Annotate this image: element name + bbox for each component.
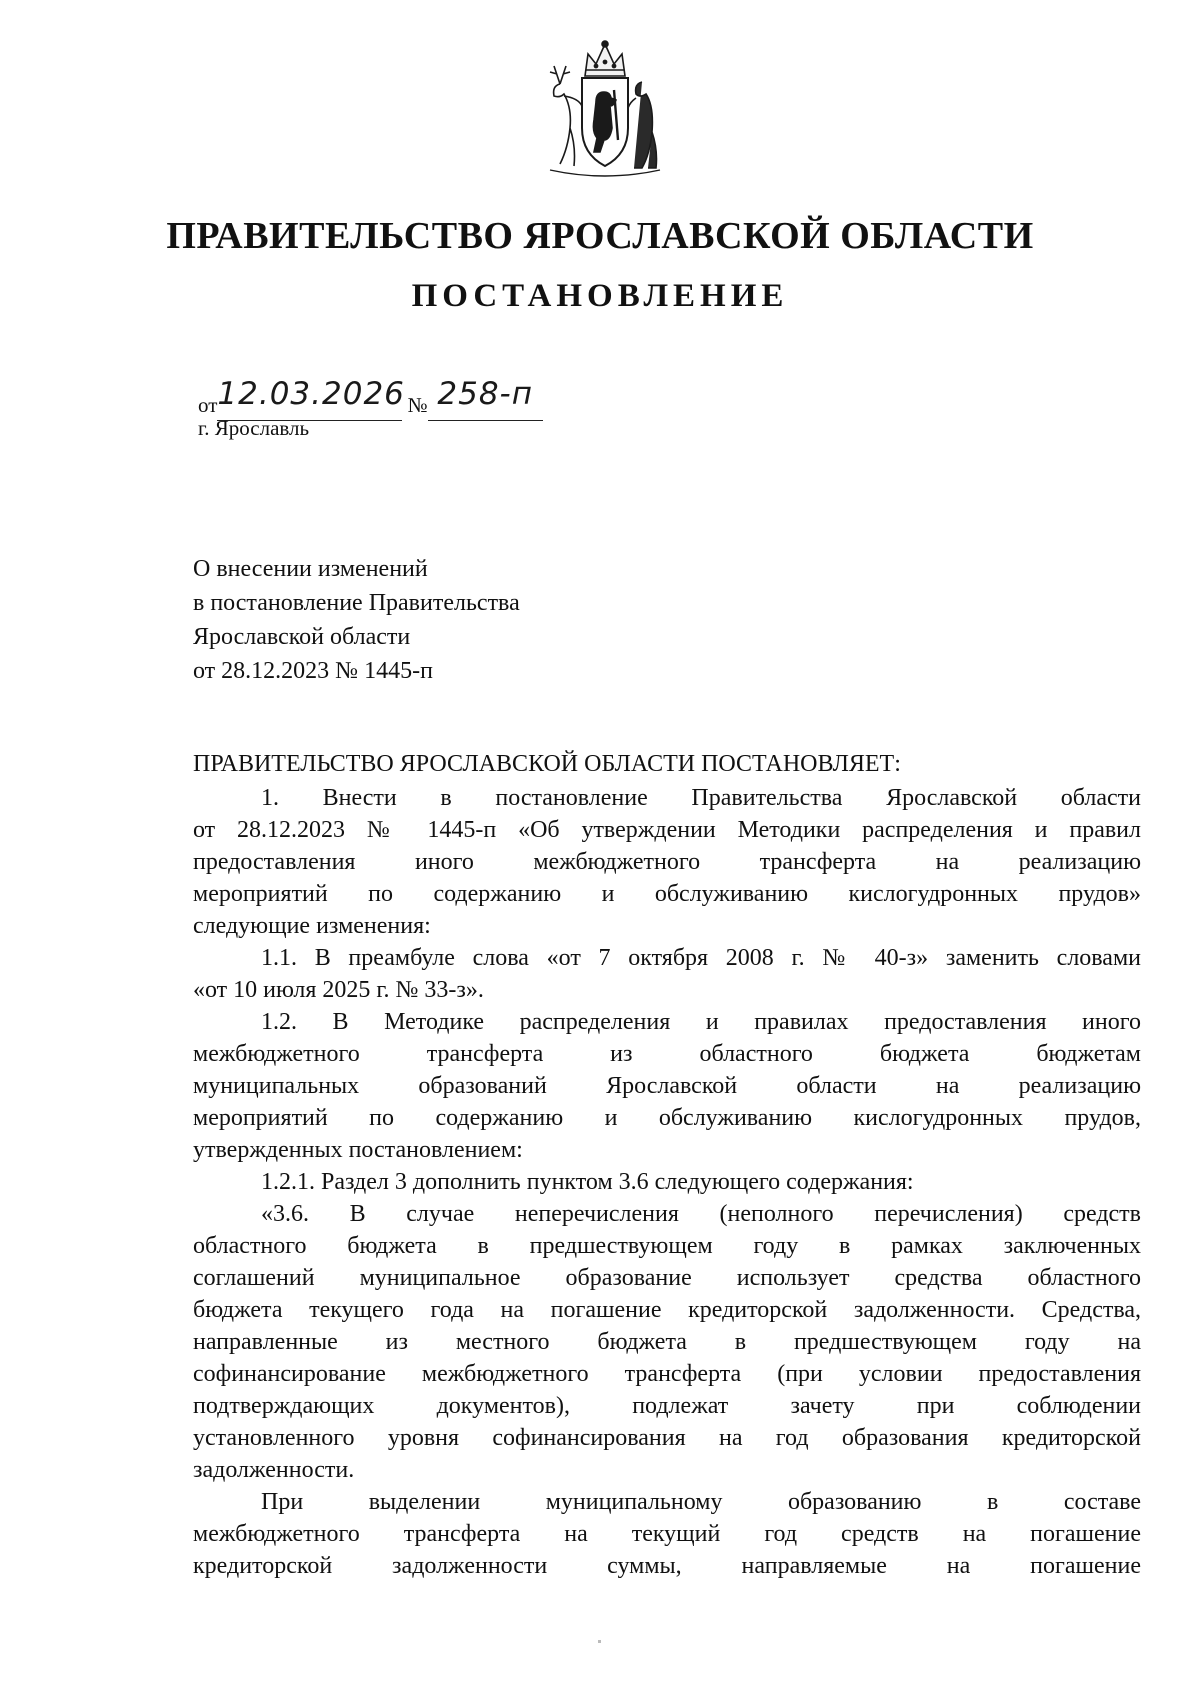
subject-line: Ярославской области bbox=[193, 624, 411, 650]
document-type: ПОСТАНОВЛЕНИЕ bbox=[411, 278, 789, 314]
body-line: направленные из местного бюджета в предшествующем году на bbox=[193, 1329, 1141, 1355]
body-line: соглашений муниципальное образование использует средства областного bbox=[193, 1265, 1141, 1291]
body-line: «от 10 июля 2025 г. № 33-з». bbox=[193, 977, 484, 1003]
scan-mark bbox=[598, 1640, 601, 1643]
body-line: задолженности. bbox=[193, 1457, 355, 1483]
body-line: утвержденных постановлением: bbox=[193, 1137, 523, 1163]
government-title: ПРАВИТЕЛЬСТВО ЯРОСЛАВСКОЙ ОБЛАСТИ bbox=[166, 215, 1034, 257]
body-line: 1.1. В преамбуле слова «от 7 октября 2008 г. № 40-з» заменить словами bbox=[261, 945, 1141, 971]
body-line: 1. Внести в постановление Правительства Ярославской области bbox=[261, 785, 1141, 811]
document-subject bbox=[193, 552, 520, 688]
body-line: установленного уровня софинансирования на год образования кредиторской bbox=[193, 1425, 1141, 1451]
city: г. Ярославль bbox=[198, 416, 310, 440]
body-line: 1.2.1. Раздел 3 дополнить пунктом 3.6 следующего содержания: bbox=[261, 1169, 914, 1195]
coat-of-arms-icon bbox=[530, 36, 680, 184]
body-line: следующие изменения: bbox=[193, 913, 431, 939]
number-label: № bbox=[407, 393, 428, 417]
body-line: подтверждающих документов), подлежат зачету при соблюдении bbox=[193, 1393, 1141, 1419]
date-label: от bbox=[198, 393, 218, 417]
body-line: 1.2. В Методике распределения и правилах предоставления иного bbox=[261, 1009, 1141, 1035]
body-line: При выделении муниципальному образованию в составе bbox=[261, 1489, 1141, 1515]
body-line: межбюджетного трансферта из областного бюджета бюджетам bbox=[193, 1041, 1141, 1067]
preamble: ПРАВИТЕЛЬСТВО ЯРОСЛАВСКОЙ ОБЛАСТИ ПОСТАНОВЛЯЕТ: bbox=[193, 751, 901, 777]
body-line: софинансирование межбюджетного трансферта (при условии предоставления bbox=[193, 1361, 1141, 1387]
body-line: бюджета текущего года на погашение кредиторской задолженности. Средства, bbox=[193, 1297, 1141, 1323]
body-line: областного бюджета в предшествующем году в рамках заключенных bbox=[193, 1233, 1141, 1259]
signed-date: 12.03.2026 bbox=[217, 376, 405, 412]
subject-line: в постановление Правительства bbox=[193, 590, 520, 616]
number-field bbox=[428, 376, 543, 421]
document-body bbox=[193, 748, 1141, 1582]
body-line: муниципальных образований Ярославской области на реализацию bbox=[193, 1073, 1141, 1099]
body-line: межбюджетного трансферта на текущий год средств на погашение bbox=[193, 1521, 1141, 1547]
body-line: предоставления иного межбюджетного трансферта на реализацию bbox=[193, 849, 1141, 875]
document-number: 258-п bbox=[437, 376, 534, 412]
body-line: мероприятий по содержанию и обслуживанию кислогудронных прудов» bbox=[193, 881, 1141, 907]
body-line: «3.6. В случае неперечисления (неполного перечисления) средств bbox=[261, 1201, 1141, 1227]
body-line: от 28.12.2023 № 1445-п «Об утверждении Методики распределения и правил bbox=[193, 817, 1141, 843]
body-line: мероприятий по содержанию и обслуживанию кислогудронных прудов, bbox=[193, 1105, 1141, 1131]
subject-line: от 28.12.2023 № 1445-п bbox=[193, 658, 433, 684]
subject-line: О внесении изменений bbox=[193, 556, 428, 582]
body-line: кредиторской задолженности суммы, направляемые на погашение bbox=[193, 1553, 1141, 1579]
